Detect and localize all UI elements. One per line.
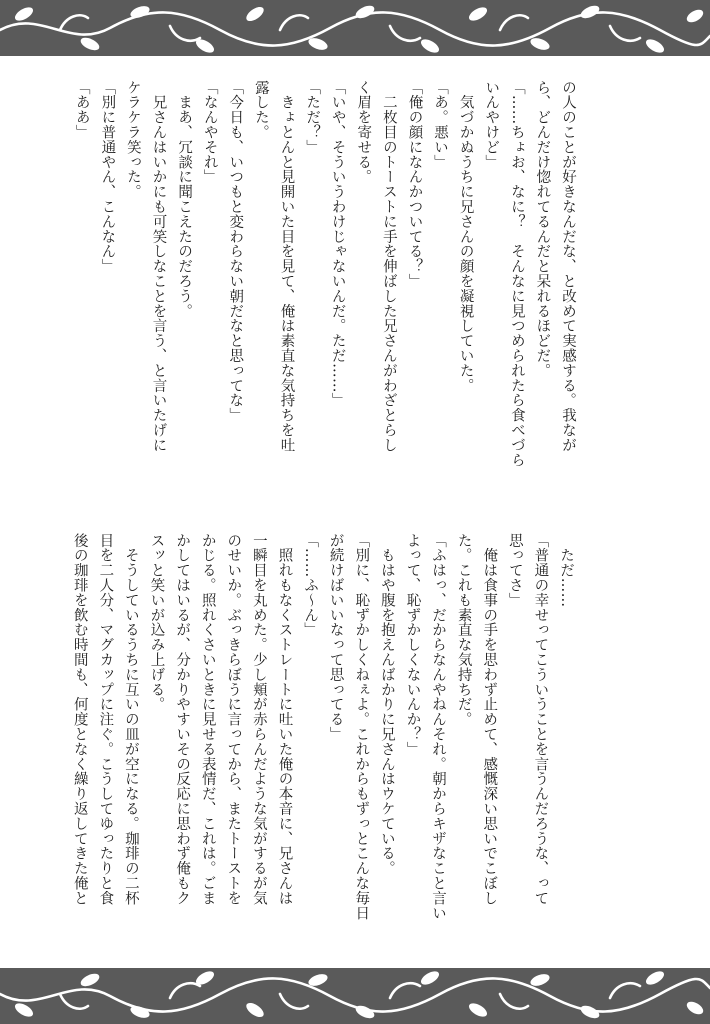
text-line: 「今日も、いつもと変わらない朝だなと思ってな」	[227, 80, 244, 423]
text-line: かしてはいるが、分かりやすいその反応に思わず俺もク	[174, 533, 191, 906]
text-line: 照れもなくストレートに吐いた俺の本音に、兄さんは	[276, 533, 293, 906]
vine-ornament-top	[0, 0, 710, 56]
text-line: 「……ちょお、なに？ そんなに見つめられたら食べづら	[508, 80, 525, 468]
text-line: 「あ。悪い」	[432, 80, 449, 170]
text-line: 「ただ？」	[304, 80, 321, 155]
vine-ornament-bottom	[0, 968, 710, 1024]
text-line: 兄さんはいかにも可笑しなことを言う、と言いたげに	[150, 80, 167, 453]
text-line: いんやけど」	[483, 80, 500, 170]
text-line: 「……ふ～ん」	[302, 533, 319, 638]
bottom-ornament-band	[0, 968, 710, 1024]
text-line: ら、どんだけ惚れてるんだと呆れるほどだ。	[534, 80, 551, 378]
text-line: 露した。	[252, 80, 269, 140]
top-ornament-band	[0, 0, 710, 56]
text-line: 「ふはっ、だからなんやねんそれ。朝からキザなこと言い	[430, 533, 447, 921]
text-line: もはや腹を抱えんばかりに兄さんはウケている。	[378, 533, 395, 876]
text-line: よって、恥ずかしくないんか？」	[404, 533, 421, 757]
text-line: 思ってさ」	[506, 533, 523, 608]
text-line: ケラケラ笑った。	[124, 80, 141, 200]
text-line: 俺は食事の手を思わず止めて、感慨深い思いでこぼし	[481, 533, 498, 906]
text-line: 「なんやそれ」	[201, 80, 218, 185]
upper-text-block	[68, 80, 580, 500]
text-line: 「普通の幸せってこういうことを言うんだろうな、って	[532, 533, 549, 906]
lower-text-block	[66, 533, 578, 953]
text-line: 「俺の顔になんかついてる？」	[406, 80, 423, 289]
text-line: 「別に普通やん、こんなん」	[99, 80, 116, 274]
text-line: きょとんと見開いた目を見て、俺は素直な気持ちを吐	[278, 80, 295, 453]
text-line: 気づかぬうちに兄さんの顔を凝視していた。	[457, 80, 474, 393]
text-line: 「ああ」	[73, 80, 90, 140]
text-line: 目を二人分、マグカップに注ぐ。こうしてゆったりと食	[97, 533, 114, 906]
text-line: まあ、冗談に聞こえたのだろう。	[176, 80, 193, 319]
text-line: の人のことが好きなんだな、と改めて実感する。我なが	[560, 80, 576, 453]
text-line: 二枚目のトーストに手を伸ばした兄さんがわざとらし	[380, 80, 397, 453]
text-line: 「別に、恥ずかしくねぇよ。これからもずっとこんな毎日	[353, 533, 370, 921]
text-line: そうしているうちに互いの皿が空になる。珈琲の二杯	[122, 533, 139, 906]
text-line: 後の珈琲を飲む時間も、何度となく繰り返してきた俺と	[71, 533, 88, 906]
text-line: のせいか。ぶっきらぼうに言ってから、またトーストを	[225, 533, 242, 906]
text-line: かじる。照れくさいときに見せる表情だ、これは。ごま	[199, 533, 216, 906]
text-line: スッと笑いが込み上げる。	[148, 533, 165, 712]
text-line: た。これも素直な気持ちだ。	[455, 533, 472, 727]
text-line: く眉を寄せる。	[355, 80, 372, 185]
text-line: ただ……	[558, 533, 574, 608]
text-line: が続けばいいなって思ってる」	[327, 533, 344, 742]
text-line: 「いや、そういうわけじゃないんだ。ただ……」	[329, 80, 346, 408]
text-line: 一瞬目を丸めた。少し頬が赤らんだような気がするが気	[250, 533, 267, 906]
